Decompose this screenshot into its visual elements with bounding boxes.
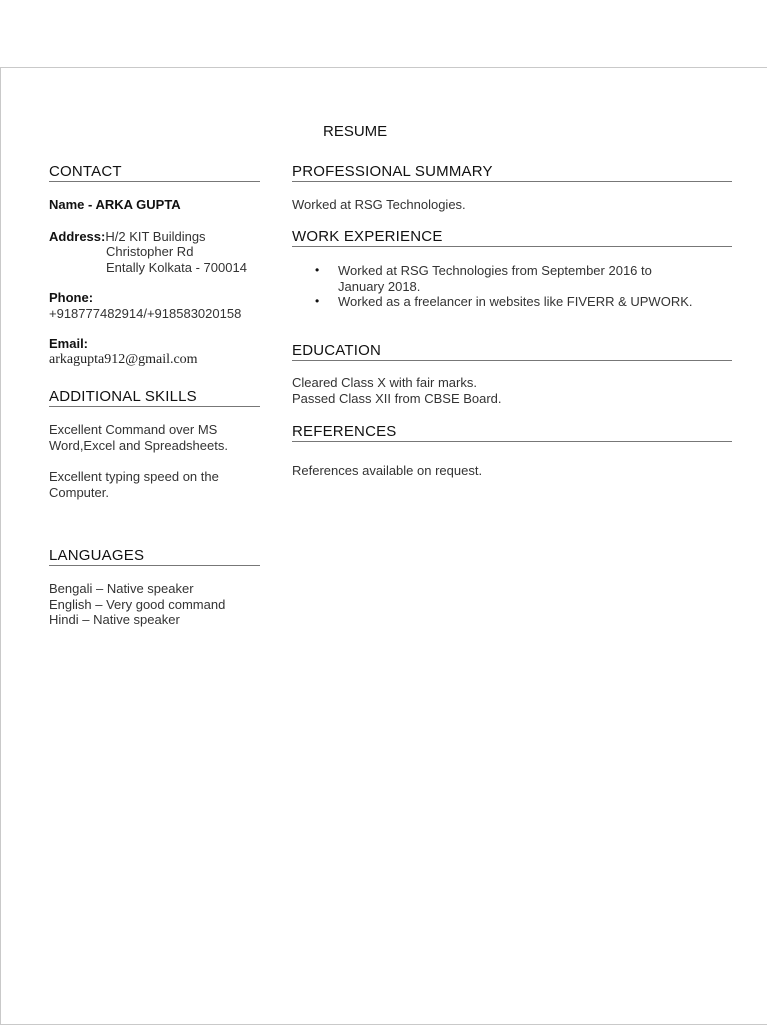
- language-item: English – Very good command: [49, 596, 226, 612]
- education-item: Passed Class XII from CBSE Board.: [292, 390, 502, 406]
- email-value: arkagupta912@gmail.com: [49, 352, 198, 367]
- address-block: [49, 229, 206, 245]
- work-item-line: Worked at RSG Technologies from September 2016 to: [338, 263, 652, 278]
- skill-item-line: Excellent Command over MS: [49, 422, 218, 437]
- work-item-line: Worked as a freelancer in websites like FIVERR & UPWORK.: [338, 294, 693, 309]
- references-text: References available on request.: [292, 463, 483, 478]
- languages-list: [49, 581, 225, 628]
- skill-item-line: Word,Excel and Spreadsheets.: [49, 437, 228, 453]
- bullet-icon: •: [315, 263, 320, 277]
- work-experience-heading: WORK EXPERIENCE: [292, 228, 443, 245]
- work-experience-rule: [292, 246, 732, 247]
- education-list: [292, 375, 502, 406]
- professional-summary-heading: PROFESSIONAL SUMMARY: [292, 163, 493, 180]
- education-item: Cleared Class X with fair marks.: [292, 375, 477, 390]
- skill-item-line: Excellent typing speed on the: [49, 469, 219, 484]
- skill-item: [49, 469, 219, 500]
- skill-item: [49, 422, 228, 453]
- languages-rule: [49, 565, 260, 566]
- references-heading: REFERENCES: [292, 423, 397, 440]
- work-item: [338, 263, 652, 294]
- contact-heading: CONTACT: [49, 163, 122, 180]
- language-item: Bengali – Native speaker: [49, 581, 194, 596]
- contact-name: Name - ARKA GUPTA: [49, 197, 181, 212]
- address-line-2: Christopher Rd: [106, 244, 194, 259]
- phone-value: +918777482914/+918583020158: [49, 306, 242, 321]
- education-rule: [292, 360, 732, 361]
- additional-skills-heading: ADDITIONAL SKILLS: [49, 388, 197, 405]
- address-line-1: H/2 KIT Buildings: [105, 229, 206, 244]
- document-title: RESUME: [323, 123, 388, 140]
- contact-rule: [49, 181, 260, 182]
- email-label: Email:: [49, 336, 89, 351]
- references-rule: [292, 441, 732, 442]
- address-line-3: Entally Kolkata - 700014: [106, 260, 247, 275]
- work-item-line: January 2018.: [338, 278, 421, 294]
- bullet-icon: •: [315, 294, 320, 308]
- additional-skills-rule: [49, 406, 260, 407]
- address-label: Address:: [49, 229, 106, 244]
- skill-item-line: Computer.: [49, 484, 109, 500]
- language-item: Hindi – Native speaker: [49, 612, 180, 627]
- professional-summary-text: Worked at RSG Technologies.: [292, 197, 466, 212]
- professional-summary-rule: [292, 181, 732, 182]
- work-item: [338, 294, 693, 310]
- education-heading: EDUCATION: [292, 342, 382, 359]
- resume-page: [0, 67, 767, 1025]
- languages-heading: LANGUAGES: [49, 547, 145, 564]
- phone-label: Phone:: [49, 290, 94, 305]
